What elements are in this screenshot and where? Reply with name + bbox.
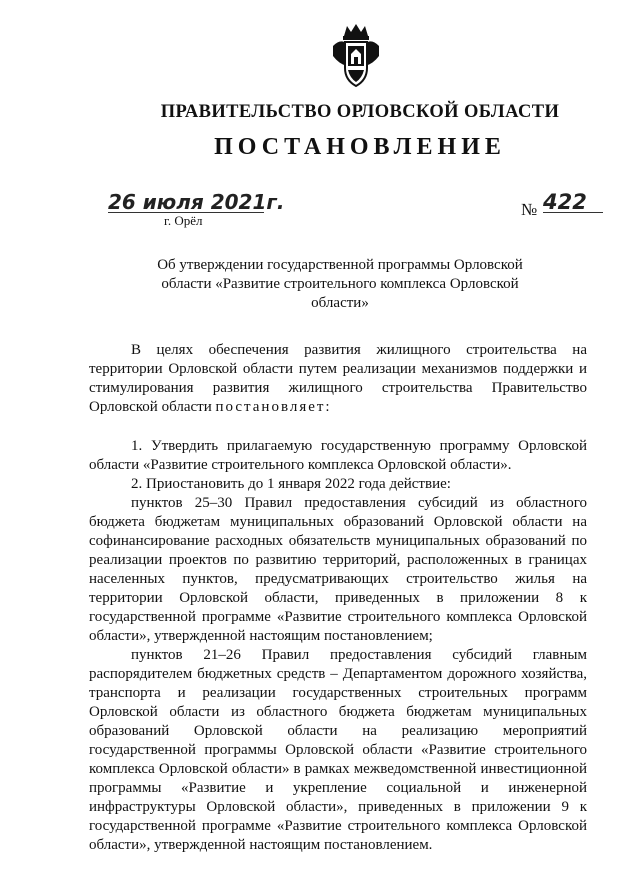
preamble-text: В целях обеспечения развития жилищного строительства на территории Орловской области путем реализации механизмов поддержки и стимулирования развития жилищного строительства Правительство Орловской области	[89, 342, 587, 415]
paragraph-item-1: 1. Утвердить прилагаемую государственную программу Орловской области «Развитие строительного комплекса Орловской области».	[89, 438, 587, 473]
coat-of-arms-icon	[331, 22, 381, 90]
preamble-paragraph	[89, 341, 587, 417]
document-type: ПОСТАНОВЛЕНИЕ	[214, 134, 506, 160]
decree-word: постановляет:	[215, 399, 332, 415]
paragraph-item-2b: пунктов 21–26 Правил предоставления субсидий главным распорядителем бюджетных средств – Департаментом дорожного хозяйства, транспорта и реализации государственных строительных программ Орловской области из областного бюджета бюджетам муниципальных образований Орловской области на реализацию мероприятий государственной программы Орловской области «Развитие строительного комплекса Орловской области» в рамках межведомственной инвестиционной программы «Развитие и укрепление социальной и инженерной инфраструктуры Орловской области», приведенных в приложении 9 к государственной программе «Развитие строительного комплекса Орловской области», утвержденной настоящим постановлением.	[89, 647, 587, 853]
number-underline	[543, 212, 603, 213]
document-body	[89, 341, 587, 855]
paragraph-item-2a: пунктов 25–30 Правил предоставления субсидий из областного бюджета бюджетам муниципальных образований Орловской области на софинансирование расходных обязательств муниципальных образований по реализации проектов по развитию территорий, расположенных в границах населенных пунктов, предусматривающих строительство жилья на территории Орловской области, приведенных в приложении 8 к государственной программе «Развитие строительного комплекса Орловской области», утвержденной настоящим постановлением;	[89, 495, 587, 644]
handwritten-number: 422	[543, 190, 587, 214]
number-sign: №	[521, 200, 538, 219]
paragraph-item-2: 2. Приостановить до 1 января 2022 года действие:	[131, 476, 451, 492]
government-title: ПРАВИТЕЛЬСТВО ОРЛОВСКОЙ ОБЛАСТИ	[160, 102, 560, 122]
document-subject: Об утверждении государственной программы Орловской области «Развитие строительного комплекса Орловской области»	[157, 257, 523, 311]
handwritten-date: 26 июля 2021г.	[108, 190, 285, 214]
city: г. Орёл	[164, 213, 203, 228]
